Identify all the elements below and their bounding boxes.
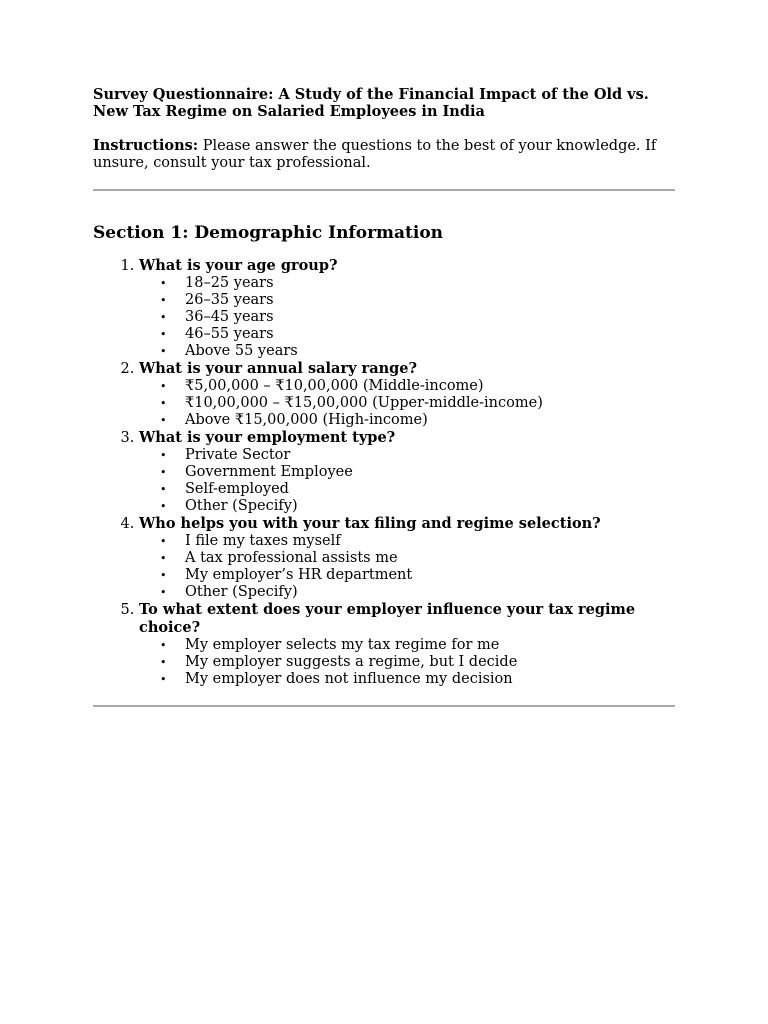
bullet-icon: •	[160, 414, 167, 427]
option-item	[160, 275, 675, 292]
bullet-icon: •	[160, 673, 167, 686]
option-text: Government Employee	[185, 464, 353, 480]
option-list	[139, 378, 675, 429]
option-text: My employer selects my tax regime for me	[185, 637, 500, 653]
option-text: My employer does not influence my decision	[185, 671, 513, 687]
option-item	[160, 550, 675, 567]
option-item	[160, 637, 675, 654]
document-page	[93, 86, 675, 707]
instructions-text: Please answer the questions to the best of your knowledge. If unsure, consult your tax professional.	[93, 138, 657, 171]
option-item	[160, 447, 675, 464]
bullet-icon: •	[160, 277, 167, 290]
bullet-icon: •	[160, 552, 167, 565]
option-text: ₹10,00,000 – ₹15,00,000 (Upper-middle-income)	[185, 395, 543, 411]
bullet-icon: •	[160, 466, 167, 479]
bullet-icon: •	[160, 483, 167, 496]
option-text: 18–25 years	[185, 275, 274, 291]
divider-bottom	[93, 705, 675, 707]
question-item	[139, 601, 675, 688]
section-title: Section 1: Demographic Information	[93, 223, 444, 243]
option-text: Other (Specify)	[185, 584, 298, 600]
bullet-icon: •	[160, 345, 167, 358]
question-text: Who helps you with your tax filing and regime selection?	[139, 515, 601, 532]
option-list	[139, 447, 675, 515]
option-item	[160, 395, 675, 412]
option-text: A tax professional assists me	[185, 550, 398, 566]
bullet-icon: •	[160, 586, 167, 599]
option-item	[160, 584, 675, 601]
question-text: What is your annual salary range?	[139, 360, 417, 377]
document-title: Survey Questionnaire: A Study of the Financial Impact of the Old vs. New Tax Regime on Salaried Employees in India	[93, 86, 649, 120]
option-list	[139, 637, 675, 688]
option-item	[160, 378, 675, 395]
bullet-icon: •	[160, 311, 167, 324]
option-text: Above ₹15,00,000 (High-income)	[185, 412, 428, 428]
option-text: My employer suggests a regime, but I decide	[185, 654, 518, 670]
option-text: My employer’s HR department	[185, 567, 413, 583]
question-item	[139, 257, 675, 360]
option-item	[160, 464, 675, 481]
option-item	[160, 654, 675, 671]
option-item	[160, 481, 675, 498]
question-item	[139, 515, 675, 601]
option-item	[160, 412, 675, 429]
bullet-icon: •	[160, 639, 167, 652]
option-item	[160, 671, 675, 688]
option-text: Private Sector	[185, 447, 291, 463]
instructions-paragraph	[93, 137, 675, 172]
question-text: What is your employment type?	[139, 429, 396, 446]
bullet-icon: •	[160, 500, 167, 513]
option-item	[160, 343, 675, 360]
instructions-label: Instructions:	[93, 137, 199, 154]
bullet-icon: •	[160, 380, 167, 393]
option-text: 36–45 years	[185, 309, 274, 325]
option-text: Above 55 years	[185, 343, 298, 359]
option-text: 26–35 years	[185, 292, 274, 308]
bullet-icon: •	[160, 294, 167, 307]
option-list	[139, 275, 675, 360]
option-text: Other (Specify)	[185, 498, 298, 514]
bullet-icon: •	[160, 449, 167, 462]
option-text: Self-employed	[185, 481, 289, 497]
option-item	[160, 292, 675, 309]
option-text: ₹5,00,000 – ₹10,00,000 (Middle-income)	[185, 378, 484, 394]
bullet-icon: •	[160, 656, 167, 669]
bullet-icon: •	[160, 569, 167, 582]
option-item	[160, 309, 675, 326]
question-text: What is your age group?	[139, 257, 338, 274]
option-item	[160, 533, 675, 550]
option-text: 46–55 years	[185, 326, 274, 342]
question-item	[139, 360, 675, 429]
option-item	[160, 567, 675, 584]
question-item	[139, 429, 675, 515]
option-item	[160, 326, 675, 343]
bullet-icon: •	[160, 535, 167, 548]
bullet-icon: •	[160, 397, 167, 410]
option-item	[160, 498, 675, 515]
divider-top	[93, 189, 675, 191]
question-text: To what extent does your employer influence your tax regime choice?	[139, 601, 636, 636]
option-list	[139, 533, 675, 601]
bullet-icon: •	[160, 328, 167, 341]
option-text: I file my taxes myself	[185, 533, 341, 549]
question-list	[93, 257, 675, 688]
